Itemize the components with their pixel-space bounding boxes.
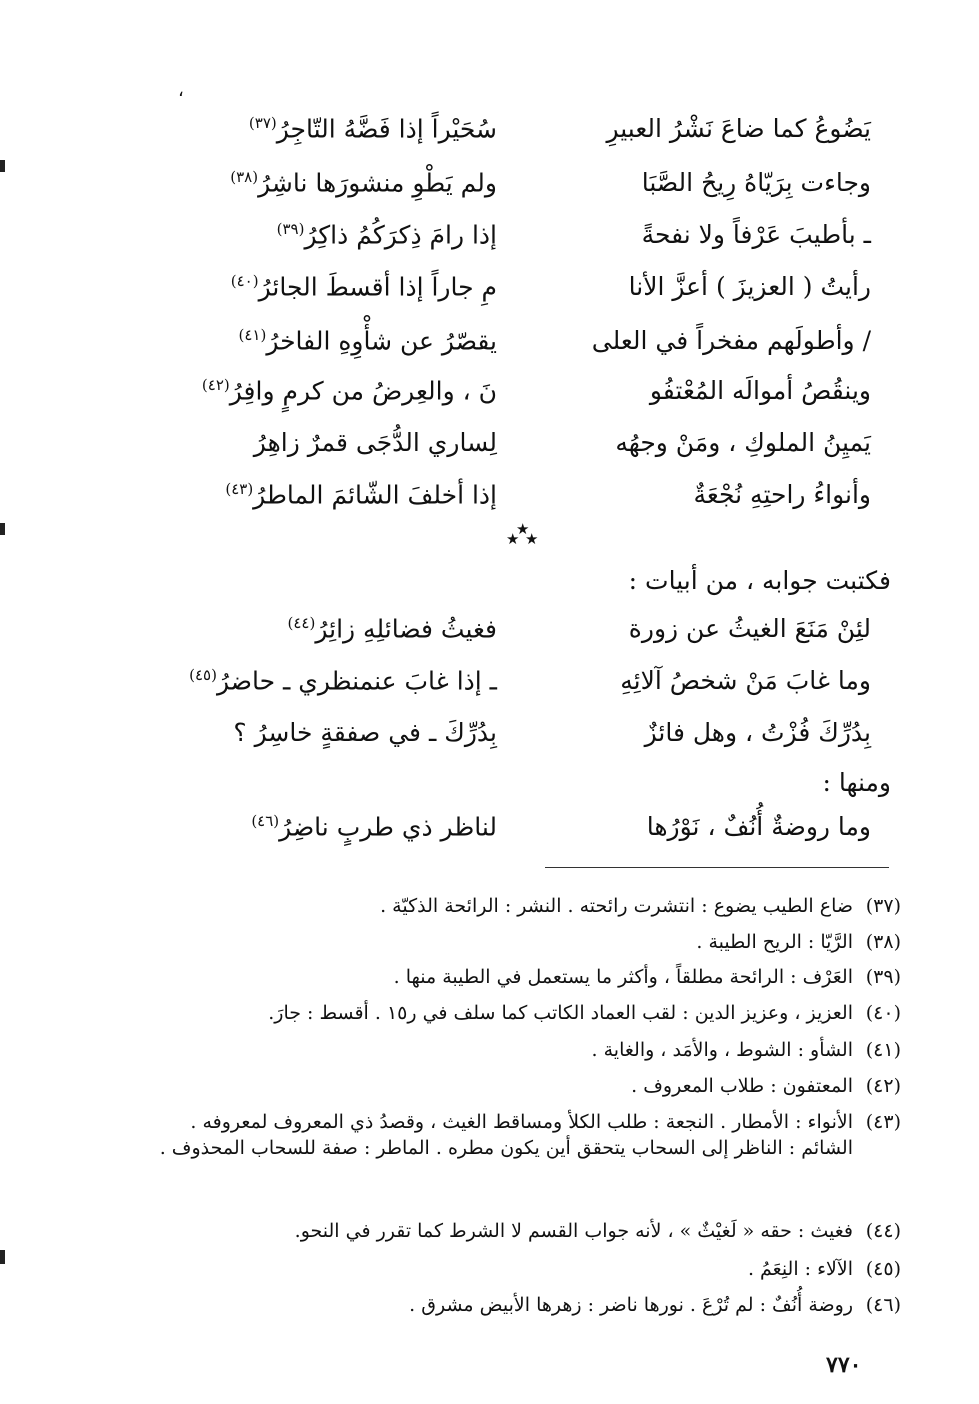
footnote-number: (٣٨) xyxy=(865,931,901,953)
verse-42-note-ref: (٤٢) xyxy=(201,376,230,394)
verse-41-note-ref: (٤١) xyxy=(238,326,267,344)
footnote-text: العزيز ، وعزيز الدين : لقب العماد الكاتب كما سلف في ر١٥ . أقسط : جارَ. xyxy=(268,1002,853,1024)
footnote-text: الأنواء : الأمطار . النجعة : طلب الكلأ ومساقط الغيث ، وقصدُ ذي المعروف لمعروفه . الشائم : الناظر إلى السحاب يتحقق أين يكون مطره . الماطر : صفة للسحاب المحذوف . xyxy=(159,1111,853,1160)
verse-45-first-hemistich: وما غابَ مَنْ شخصُ آلائِهِ xyxy=(620,666,871,695)
verse-39-note-ref: (٣٩) xyxy=(276,220,305,238)
verse-44-first-hemistich: لئِنْ مَنَعَ الغيثُ عن زورة xyxy=(628,614,871,643)
footnote-37 xyxy=(141,893,901,919)
verse-37-note-ref: (٣٧) xyxy=(248,114,277,132)
footnote-text: الرَّيّا : الريح الطيبة . xyxy=(696,931,853,953)
footnote-number: (٤٤) xyxy=(865,1220,901,1242)
footnote-42 xyxy=(141,1073,901,1099)
star-icon: ★ xyxy=(525,530,539,548)
verse-44-text: فغيثُ فضائلِهِ زائِرُ xyxy=(315,614,497,644)
star-icon: ★ xyxy=(506,530,520,548)
footnote-number: (٤٠) xyxy=(865,1002,901,1024)
intro-line: فكتبت جوابه ، من أبيات : xyxy=(628,566,891,595)
verse-42-second-hemistich xyxy=(196,376,497,406)
scan-edge-mark xyxy=(0,160,5,172)
verse-40-first-hemistich: رأيتُ ( العزيزَ ) أعزَّ الأنا xyxy=(628,272,871,301)
footnote-39 xyxy=(141,964,901,990)
section-divider-stars xyxy=(506,522,538,548)
verse-39-second-hemistich xyxy=(271,220,497,250)
footnote-43 xyxy=(141,1109,901,1161)
verse-45-text: ـ إذا غابَ عنمنظري ـ حاضرُ xyxy=(216,666,497,696)
scan-edge-mark xyxy=(0,1250,5,1264)
footnote-number: (٤٢) xyxy=(865,1075,901,1097)
verse-40-note-ref: (٤٠) xyxy=(230,272,259,290)
verse-45-note-ref: (٤٥) xyxy=(189,666,217,684)
verse-11-second-hemistich: بِدُرِّكَ ـ في صفقةٍ خاسِرُ ؟ xyxy=(233,718,497,747)
verse-43-text: إذا أخلفَ الشّائمَ الماطرُ xyxy=(253,480,497,510)
footnote-45 xyxy=(141,1256,901,1282)
verse-40-second-hemistich xyxy=(225,272,497,302)
page-number: ٧٧٠ xyxy=(826,1352,862,1378)
verse-39-text: إذا رامَ ذِكرَكُمُ ذاكِرُ xyxy=(304,220,497,250)
top-mark: ، xyxy=(178,80,184,101)
footnote-number: (٣٧) xyxy=(865,895,901,917)
footnote-text: الآلاء : النِعَمُ . xyxy=(747,1258,853,1280)
footnote-44 xyxy=(141,1218,901,1244)
footnote-separator xyxy=(545,867,889,868)
footnote-number: (٤٥) xyxy=(865,1258,901,1280)
verse-44-note-ref: (٤٤) xyxy=(287,614,316,632)
verse-38-note-ref: (٣٨) xyxy=(230,168,259,186)
verse-46-text: لناظر ذي طربٍ ناضِرُ xyxy=(279,812,497,842)
verse-45-second-hemistich xyxy=(183,666,497,696)
verse-44-second-hemistich xyxy=(282,614,498,644)
footnote-text: روضة أُنُفٌ : لم تُرْعَ . نورها ناضر : زهرها الأبيض مشرق . xyxy=(409,1294,853,1316)
verse-46-second-hemistich xyxy=(245,812,497,842)
verse-41-second-hemistich xyxy=(232,326,497,356)
footnote-text: الشأو : الشوط ، والأمَد ، والغاية . xyxy=(591,1039,853,1061)
verse-7-second-hemistich: لِساري الدُّجَى قمرٌ زاهِرُ xyxy=(253,428,497,457)
star-icon: ★ xyxy=(516,520,530,538)
verse-43-note-ref: (٤٣) xyxy=(225,480,254,498)
verse-46-first-hemistich: وما روضةٌ أُنُفٌ ، نَوْرُها xyxy=(646,812,871,841)
footnote-text: المعتفون : طلاب المعروف . xyxy=(631,1075,853,1097)
verse-11-first-hemistich: بِدُرِّكَ فُزْتُ ، وهل فائزٌ xyxy=(644,718,871,747)
footnote-46 xyxy=(141,1292,901,1318)
verse-40-text: مِ جاراً إذا أقسطَ الجائرُ xyxy=(258,272,497,302)
verse-37-text: سُحَيْراً إذا فَضَّهُ التّاجِرُ xyxy=(276,114,497,144)
footnote-40 xyxy=(141,1000,901,1026)
footnote-38 xyxy=(141,929,901,955)
footnote-number: (٤٦) xyxy=(865,1294,901,1316)
verse-37-first-hemistich: يَضُوعُ كما ضاعَ نَشْرُ العبيرِ xyxy=(606,114,871,143)
verse-38-first-hemistich: وجاءت بِرَيّاهُ رِيحُ الصَّبَا xyxy=(641,168,871,197)
verse-42-first-hemistich: وينقُصُ أموالَه المُعْتفُو xyxy=(649,376,871,405)
verse-38-second-hemistich xyxy=(224,168,497,198)
footnote-41 xyxy=(141,1037,901,1063)
verse-41-text: يقصّرُ عن شأْوِهِ الفاخرُ xyxy=(266,326,497,356)
verse-7-first-hemistich: يَميِنُ الملوكِ ، ومَنْ وجهُه xyxy=(615,428,871,457)
footnote-number: (٣٩) xyxy=(865,966,901,988)
scan-edge-mark xyxy=(0,523,5,535)
verse-37-second-hemistich xyxy=(243,114,497,144)
verse-42-text: نَ ، والعِرضُ من كرمٍ وافِرُ xyxy=(229,376,497,406)
minha-line: ومنها : xyxy=(822,768,891,797)
verse-43-first-hemistich: وأنواءُ راحتِهِ نُجْعَةٌ xyxy=(693,480,871,509)
footnote-number: (٤٣) xyxy=(865,1111,901,1133)
verse-46-note-ref: (٤٦) xyxy=(251,812,280,830)
verse-38-text: ولم يَطْوِ منشورَها ناشِرُ xyxy=(258,168,497,198)
verse-43-second-hemistich xyxy=(219,480,497,510)
footnote-text: فغيث : حقه « لَغيْثٌ » ، لأنه جواب القسم لا الشرط كما تقرر في النحو. xyxy=(294,1220,853,1242)
footnote-text: العَرْف : الرائحة مطلقاً ، وأكثر ما يستعمل في الطيبة منها . xyxy=(393,966,853,988)
verse-41-first-hemistich: / وأطولَهم مفخراً في العلى xyxy=(591,326,871,355)
footnote-number: (٤١) xyxy=(865,1039,901,1061)
verse-39-first-hemistich: ـ بأطيبَ عَرْفاً ولا نفحةً xyxy=(641,220,871,249)
footnote-text: ضاع الطيب يضوع : انتشرت رائحته . النشر : الرائحة الذكيّة . xyxy=(380,895,853,917)
